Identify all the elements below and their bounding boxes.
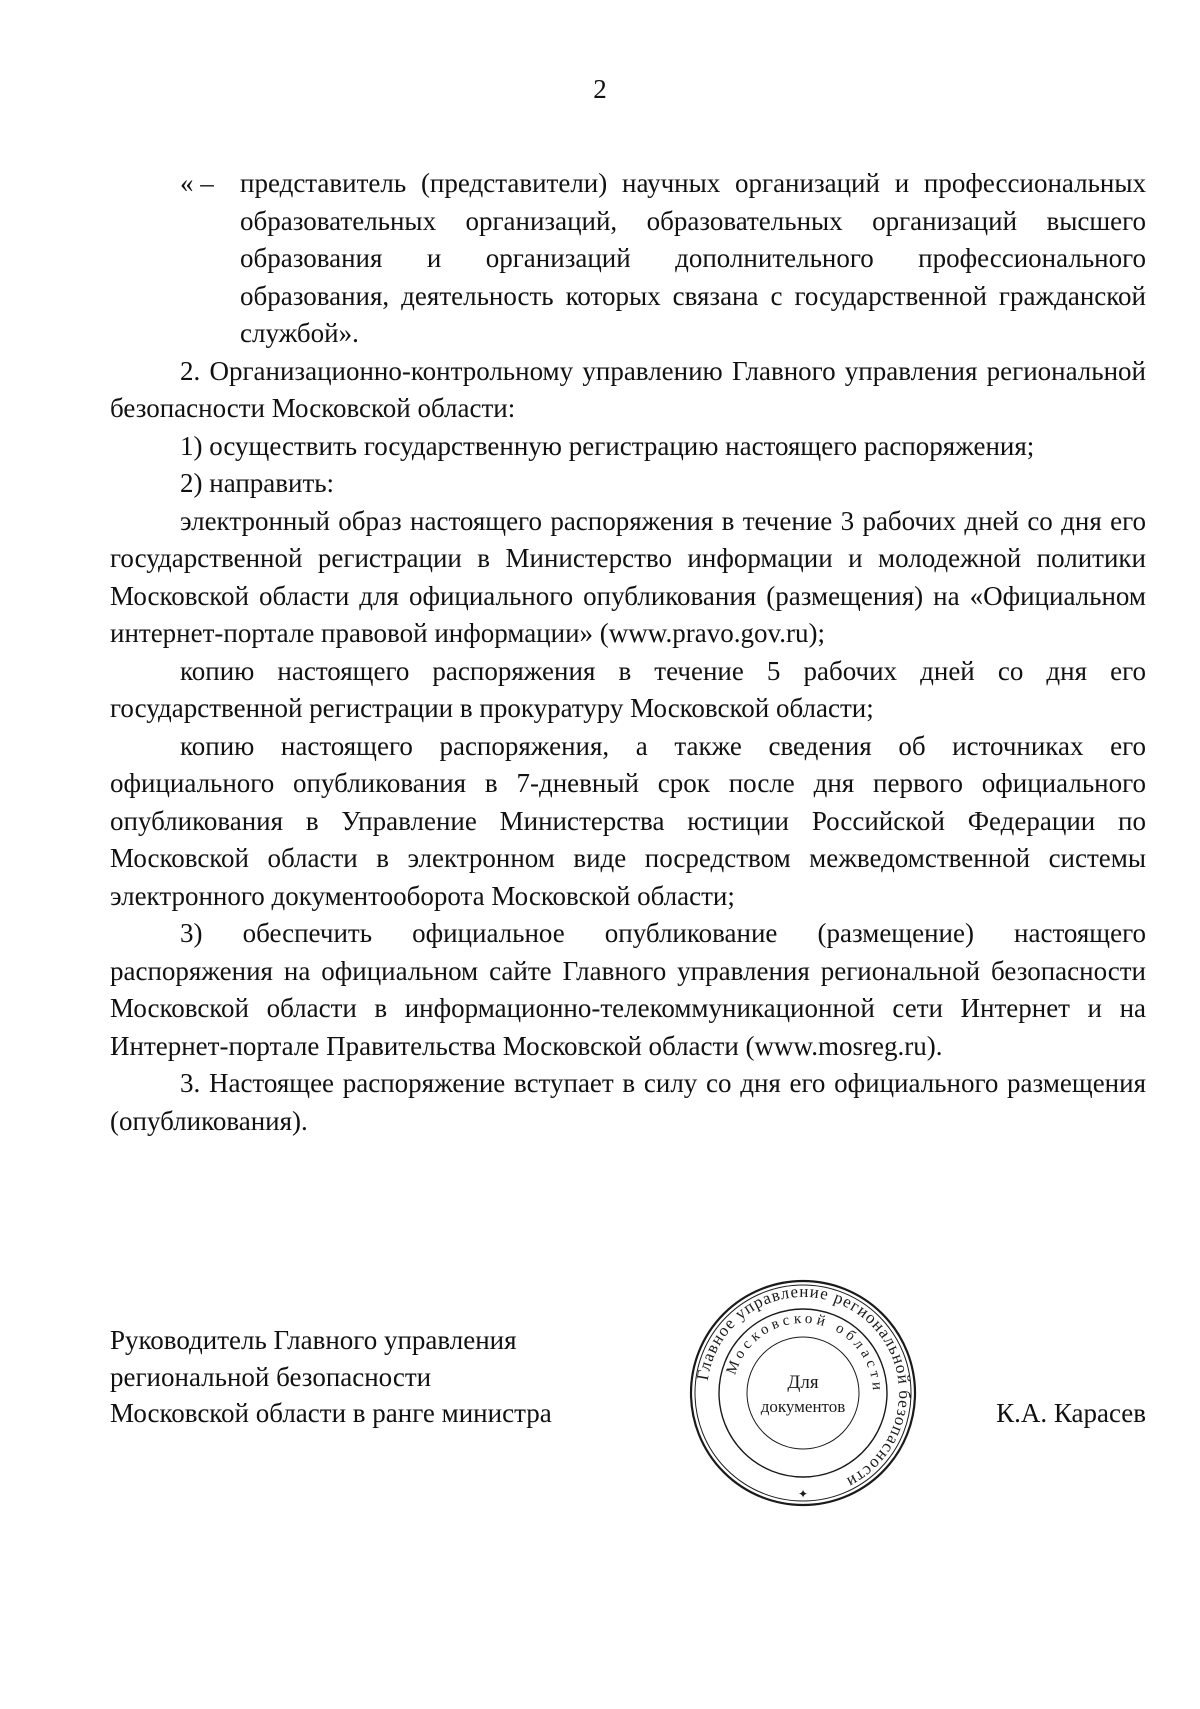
- official-seal: [688, 1278, 918, 1508]
- seal-outer-text: Главное управление региональной безопасности: [692, 1281, 915, 1493]
- paragraph-item-3: 3. Настоящее распоряжение вступает в силу со дня его официального размещения (опубликования).: [110, 1068, 1146, 1136]
- seal-center-line1: Для: [787, 1372, 819, 1393]
- seal-star-icon: ✦: [797, 1487, 809, 1501]
- paragraph-electronic-image: электронный образ настоящего распоряжения в течение 3 рабочих дней со дня его государственной регистрации в Министерство информации и молодежной политики Московской области для официального опубликования (размещения) на «Официальном интернет-портале правовой информации» (www.pravo.gov.ru);: [110, 505, 1146, 648]
- seal-inner-text: Московской области: [723, 1310, 886, 1395]
- quote-mark: « –: [180, 168, 214, 198]
- seal-center-line2: документов: [760, 1397, 846, 1416]
- signatory-position-line: Московской области в ранге министра: [110, 1398, 552, 1428]
- paragraph-copy-justice: копию настоящего распоряжения, а также сведения об источниках его официального опубликования в 7-дневный срок после дня первого официального опубликования в Управление Министерства юстиции Российской Федерации по Московской области в электронном виде посредством межведомственной системы электронного документооборота Московской области;: [110, 730, 1146, 911]
- page-number: 2: [593, 74, 607, 104]
- paragraph-subitem-3: 3) обеспечить официальное опубликование (размещение) настоящего распоряжения на официальном сайте Главного управления региональной безопасности Московской области в информационно-телекоммуникационной сети Интернет и на Интернет-портале Правительства Московской области (www.mosreg.ru).: [110, 918, 1146, 1061]
- paragraph-item-2: 2. Организационно-контрольному управлению Главного управления региональной безопасности Московской области:: [110, 355, 1146, 423]
- signatory-name: К.А. Карасев: [996, 1398, 1146, 1428]
- signatory-position: [110, 1322, 630, 1432]
- paragraph-subitem-1: 1) осуществить государственную регистрацию настоящего распоряжения;: [180, 430, 1035, 461]
- paragraph-subitem-2: 2) направить:: [180, 468, 335, 498]
- official-seal-graphic: [688, 1278, 918, 1508]
- quoted-list-item: [110, 165, 1146, 353]
- signatory-position-line: Руководитель Главного управления: [110, 1325, 517, 1355]
- document-body: [110, 165, 1146, 1140]
- signatory-position-line: региональной безопасности: [110, 1361, 432, 1392]
- paragraph-text: представитель (представители) научных организаций и профессиональных образовательных организаций, образовательных организаций высшего образования и организаций дополнительного профессионального образования, деятельность которых связана с государственной гражданской службой».: [240, 168, 1146, 348]
- paragraph-copy-prosecutor: копию настоящего распоряжения в течение 5 рабочих дней со дня его государственной регистрации в прокуратуру Московской области;: [110, 655, 1146, 723]
